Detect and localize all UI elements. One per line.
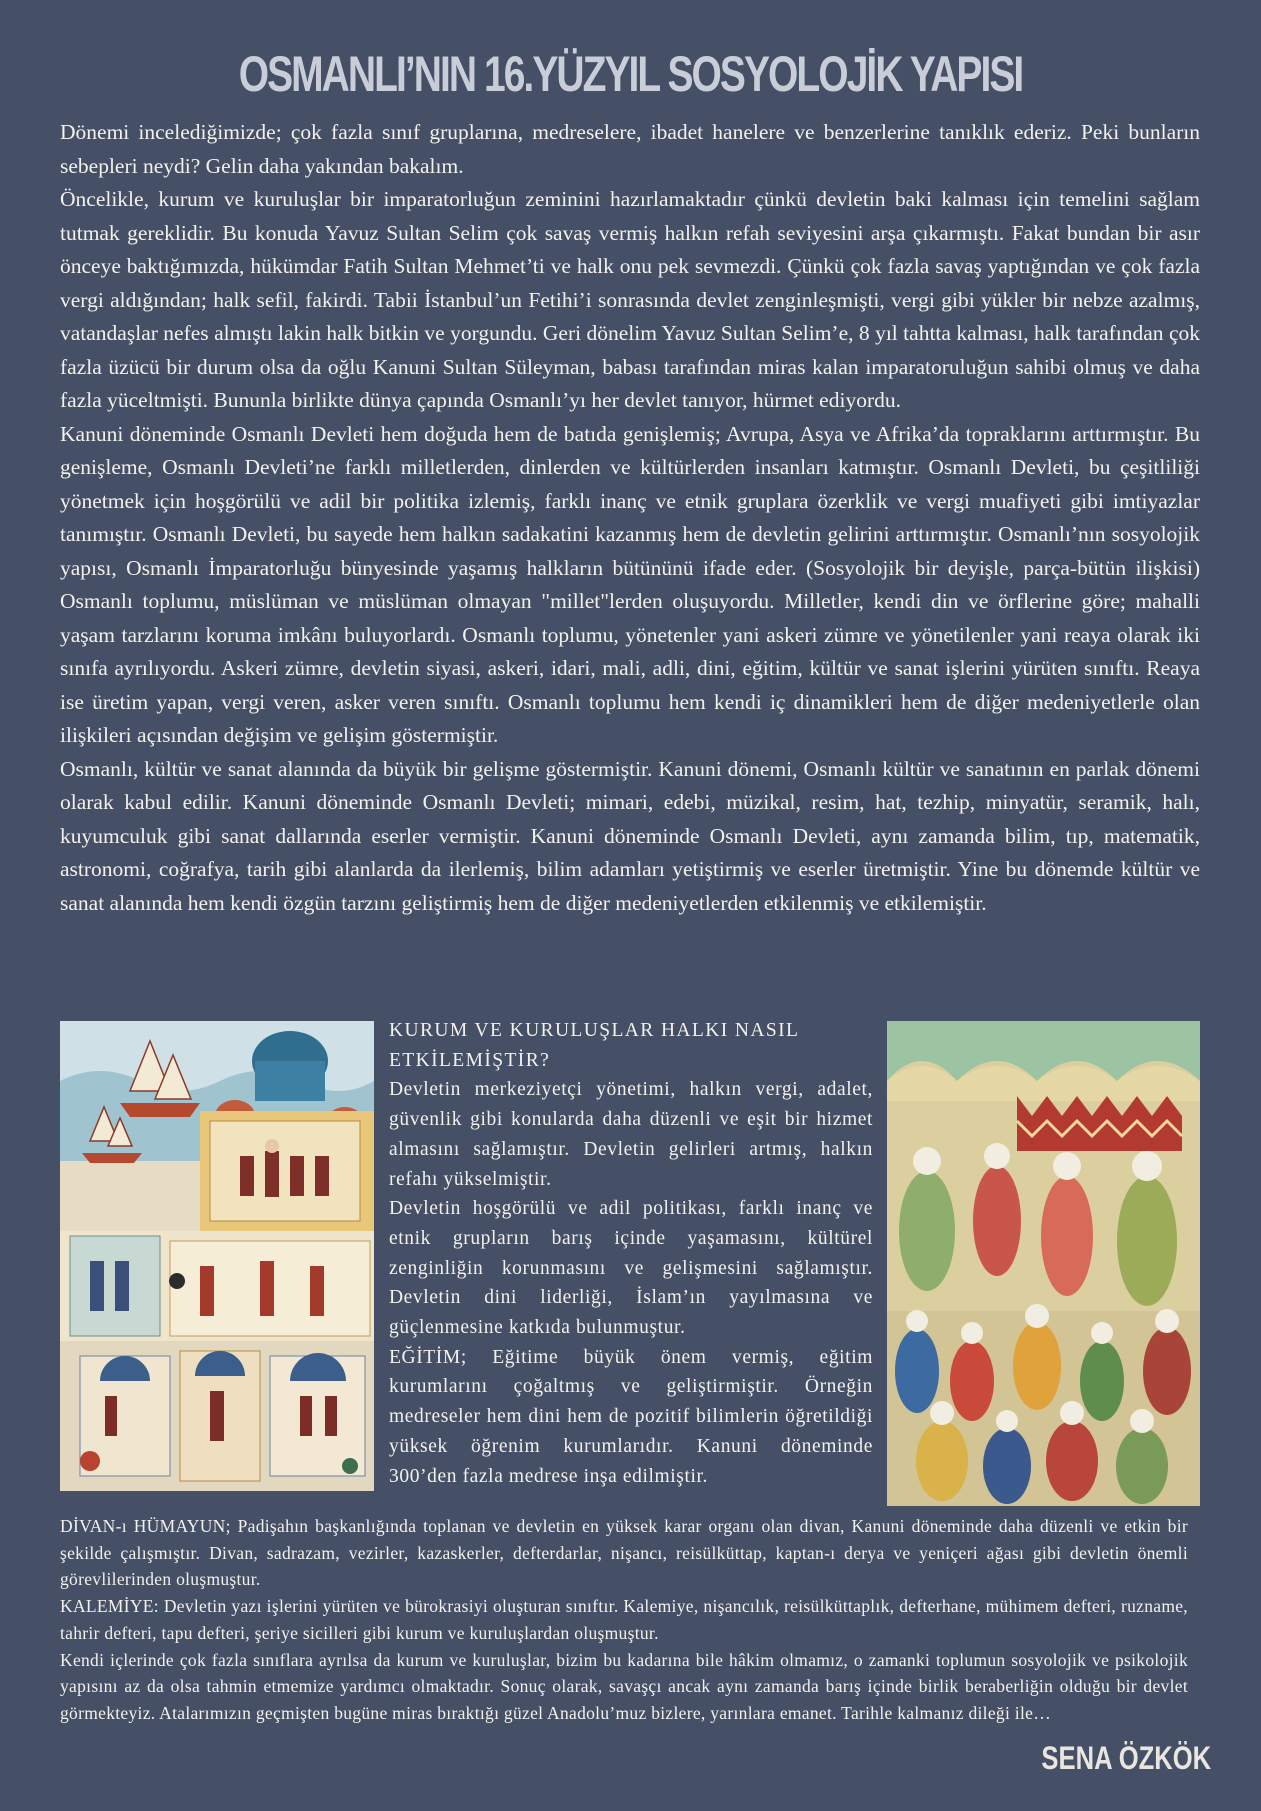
intro-paragraph: Osmanlı, kültür ve sanat alanında da büyük bir gelişme göstermiştir. Kanuni dönemi, Osmanlı kültür ve sanatının en parlak dönemi olarak kabul edilir. Kanuni döneminde Osmanlı Devleti; mimari, edebi, müzikal, resim, hat, tezhip, minyatür, seramik, halı, kuyumculuk gibi sanat dallarında eserler vermiştir. Kanuni döneminde Osmanlı Devleti, aynı zamanda bilim, tıp, matematik, astronomi, coğrafya, tarih gibi alanlarda da ilerlemiş, bilim adamları yetiştirmiş ve eserler üretmiştir. Yine bu dönemde kültür ve sanat alanında hem kendi özgün tarzını geliştirmiş hem de diğer medeniyetlerden etkilenmiş ve etkilemiştir. <box>60 756 1200 915</box>
section-heading: KURUM VE KURULUŞLAR HALKI NASIL ETKİLEMİŞTİR? <box>389 1020 799 1071</box>
bottom-paragraph: Kendi içlerinde çok fazla sınıflara ayrılsa da kurum ve kuruluşlar, bizim bu kadarına bile hâkim olmamız, o zamanki toplumun sosyolojik ve psikolojik yapısını az da olsa tahmin etmemize yardımcı olmaktadır. Sonuç olarak, savaşçı ancak aynı zamanda barış içinde birlik beraberliğin olduğu bir devlet görmekteyiz. Atalarımızın geçmişten bugüne miras bıraktığı güzel Anadolu’muz bizlere, yarınlara emanet. Tarihle kalmanız dileği ile… <box>60 1649 1188 1723</box>
page-title: OSMANLI’NIN 16.YÜZYIL SOSYOLOJİK YAPISI <box>238 46 1023 102</box>
intro-paragraph: Dönemi incelediğimizde; çok fazla sınıf gruplarına, medreselere, ibadet hanelere ve benzerlerine tanıklık ederiz. Peki bunların sebepleri neydi? Gelin daha yakından bakalım. <box>60 120 1200 178</box>
middle-paragraph: EĞİTİM; Eğitime büyük önem vermiş, eğitim kurumlarını çoğaltmış ve geliştirmiştir. Örneğin medreseler hem dini hem de pozitif bilimlerin öğretildiği yüksek öğrenim kurumlarıdır. Kanuni döneminde 300’den fazla medrese inşa edilmiştir. <box>389 1346 873 1487</box>
middle-paragraph: Devletin hoşgörülü ve adil politikası, farklı inanç ve etnik grupların barış içinde yaşamasını, kültürel zenginliğin korunmasını ve gelişmesini sağlamıştır. Devletin dini liderliği, İslam’ın yayılmasına ve güçlenmesine katkıda bulunmuştur. <box>389 1198 873 1339</box>
middle-column <box>389 1016 873 1491</box>
bottom-section <box>60 1513 1188 1727</box>
intro-paragraph: Öncelikle, kurum ve kuruluşlar bir imparatorluğun zeminini hazırlamaktadır çünkü devletin baki kalması için temelini sağlam tutmak gereklidir. Bu konuda Yavuz Sultan Selim çok savaş vermiş halkın refah seviyesini arşa çıkarmıştı. Fakat bundan bir asır önceye baktığımızda, hükümdar Fatih Sultan Mehmet’ti ve halk onu pek sevmezdi. Çünkü çok fazla savaş yaptığından ve çok fazla vergi aldığından; halk sefil, fakirdi. Tabii İstanbul’un Fetihi’i sonrasında devlet zenginleşmişti, vergi gibi yükler bir nebze azalmış, vatandaşlar nefes almıştı lakin halk bitkin ve yorgundu. Geri dönelim Yavuz Sultan Selim’e, 8 yıl tahtta kalması, halk tarafından çok fazla üzücü bir durum olsa da oğlu Kanuni Sultan Süleyman, babası tarafından miras kalan imparatoruluğun sahibi olmuş ve daha fazla yüceltmişti. Bununla birlikte dünya çapında Osmanlı’yı her devlet tanıyor, hürmet ediyordu. <box>60 187 1200 412</box>
bottom-paragraph: DİVAN-ı HÜMAYUN; Padişahın başkanlığında toplanan ve devletin en yüksek karar organı olan divan, Kanuni döneminde daha düzenli ve etkin bir şekilde çalışmıştır. Divan, sadrazam, vezirler, kazaskerler, defterdarlar, nişancı, reisülküttap, kaptan-ı derya ve yeniçeri ağası gibi devletin önemli görevlilerinden oluşmuştur. <box>60 1516 1188 1590</box>
author-signature: SENA ÖZKÖK <box>1041 1740 1211 1776</box>
intro-section <box>60 116 1200 920</box>
ottoman-palace-miniature-image <box>60 1021 374 1491</box>
middle-paragraph: Devletin merkeziyetçi yönetimi, halkın vergi, adalet, güvenlik gibi konularda daha düzenli ve eşit bir hizmet almasını sağlamıştır. Devletin gelirleri artmış, halkın refahı yükselmiştir. <box>389 1079 873 1190</box>
ottoman-court-miniature-image <box>887 1021 1200 1506</box>
bottom-paragraph: KALEMİYE: Devletin yazı işlerini yürüten ve bürokrasiyi oluşturan sınıftır. Kalemiye, nişancılık, reisülküttaplık, defterhane, mühimem defteri, ruzname, tahrir defteri, tapu defteri, şeriye sicilleri gibi kurum ve kuruluşlardan oluşmuştur. <box>60 1596 1188 1643</box>
intro-paragraph: Kanuni döneminde Osmanlı Devleti hem doğuda hem de batıda genişlemiş; Avrupa, Asya ve Afrika’da topraklarını arttırmıştır. Bu genişleme, Osmanlı Devleti’ne farklı milletlerden, dinlerden ve kültürlerden insanları katmıştır. Osmanlı Devleti, bu çeşitliliği yönetmek için hoşgörülü ve adil bir politika izlemiş, farklı inanç ve etnik gruplara özerklik ve vergi muafiyeti gibi imtiyazlar tanımıştır. Osmanlı Devleti, bu sayede hem halkın sadakatini kazanmış hem de devletin gelirini arttırmıştır. Osmanlı’nın sosyolojik yapısı, Osmanlı İmparatorluğu bünyesinde yaşamış halkların bütününü ifade eder. (Sosyolojik bir deyişle, parça-bütün ilişkisi) Osmanlı toplumu, müslüman ve müslüman olmayan "millet"lerden oluşuyordu. Milletler, kendi din ve örflerine göre; mahalli yaşam tarzlarını koruma imkânı buluyorlardı. Osmanlı toplumu, yönetenler yani askeri zümre ve yönetilenler yani reaya olarak iki sınıfa ayrılıyordu. Askeri zümre, devletin siyasi, askeri, idari, mali, adli, dini, eğitim, kültür ve sanat işlerini yürüten sınıftı. Reaya ise üretim yapan, vergi veren, asker veren sınıftı. Osmanlı toplumu hem kendi iç dinamikleri hem de diğer medeniyetlerle olan ilişkileri açısından değişim ve gelişim göstermiştir. <box>60 421 1200 747</box>
